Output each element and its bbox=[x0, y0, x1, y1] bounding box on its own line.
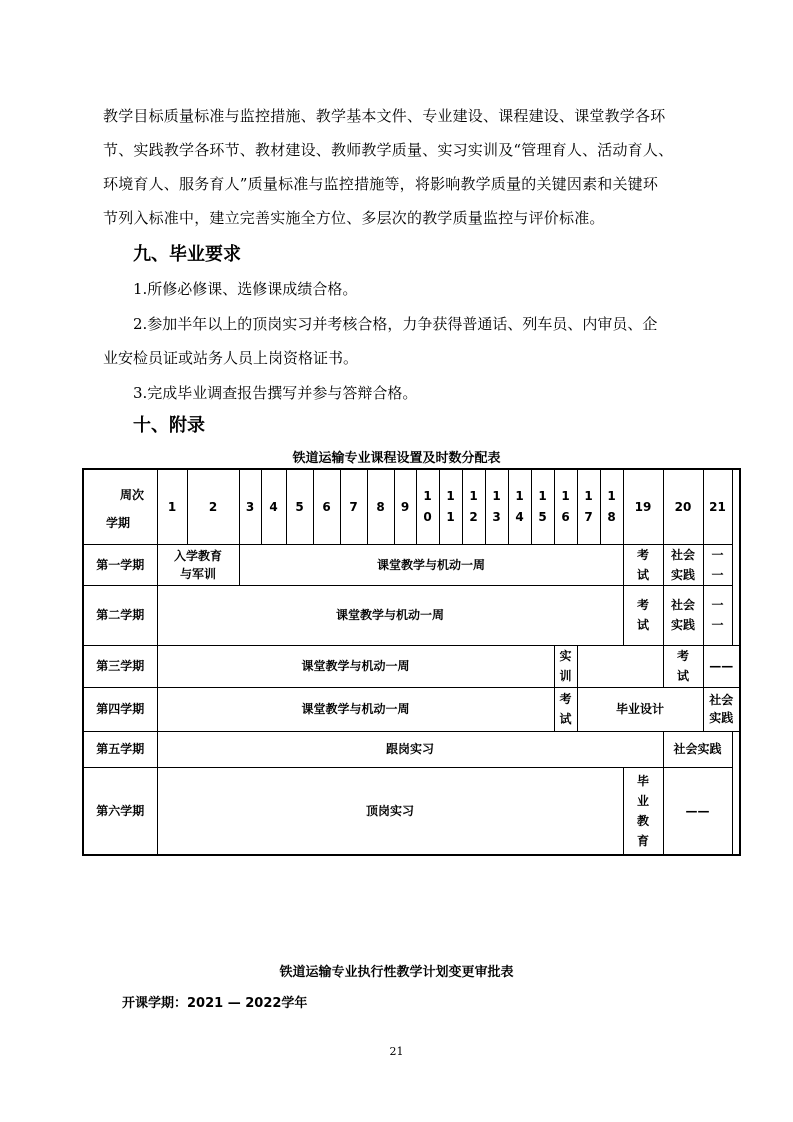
week-number bbox=[416, 469, 439, 544]
term-label: 第四学期 bbox=[83, 687, 157, 731]
requirement-item-1: 1.所修必修课、选修课成绩合格。 bbox=[133, 280, 358, 298]
week-digit: 1 bbox=[561, 488, 570, 503]
corner-term-label: 学期 bbox=[106, 515, 131, 530]
week-number: 20 bbox=[663, 469, 703, 544]
table-caption-approval: 铁道运输专业执行性教学计划变更审批表 bbox=[279, 965, 514, 980]
week-number: 21 bbox=[703, 469, 732, 544]
dash-char: 一 bbox=[711, 567, 724, 582]
section-heading-appendix: 十、附录 bbox=[133, 415, 205, 436]
internship-cell: 顶岗实习 bbox=[157, 767, 623, 855]
week-digit: 8 bbox=[607, 509, 616, 524]
exam-char: 考 bbox=[676, 649, 689, 663]
course-semester-line: 开课学期：2021 — 2022学年 bbox=[122, 996, 308, 1011]
week-number: 4 bbox=[261, 469, 286, 544]
section-heading-graduation: 九、毕业要求 bbox=[133, 244, 241, 265]
requirement-item-2-line-2: 业安检员证或站务人员上岗资格证书。 bbox=[103, 349, 359, 367]
exam-char: 考 bbox=[559, 692, 572, 706]
schedule-table bbox=[82, 468, 741, 856]
week-number: 7 bbox=[340, 469, 367, 544]
week-digit: 1 bbox=[584, 488, 593, 503]
training-char: 实 bbox=[559, 649, 572, 663]
week-digit: 0 bbox=[423, 509, 432, 524]
exam-char: 考 bbox=[636, 598, 649, 612]
teaching-cell: 课堂教学与机动一周 bbox=[157, 687, 554, 731]
exam-cell bbox=[623, 585, 663, 645]
internship-cell: 跟岗实习 bbox=[157, 731, 663, 767]
paragraph-line: 教学目标质量标准与监控措施、教学基本文件、专业建设、课程建设、课堂教学各环 bbox=[103, 107, 666, 125]
social-practice-line: 实践 bbox=[670, 567, 695, 582]
exam-cell bbox=[623, 544, 663, 585]
dash-cell bbox=[703, 585, 732, 645]
graduation-char: 业 bbox=[636, 793, 649, 808]
graduation-char: 教 bbox=[636, 813, 649, 828]
social-practice-cell bbox=[663, 585, 703, 645]
graduation-char: 毕 bbox=[636, 773, 649, 788]
social-practice-line: 社会 bbox=[670, 547, 695, 562]
entry-education-line: 与军训 bbox=[179, 566, 216, 581]
social-practice-line: 社会 bbox=[670, 598, 695, 612]
week-digit: 1 bbox=[515, 488, 524, 503]
term-label: 第五学期 bbox=[83, 731, 157, 767]
teaching-cell: 课堂教学与机动一周 bbox=[157, 585, 623, 645]
social-practice-cell: 社会实践 bbox=[703, 687, 740, 731]
week-digit: 1 bbox=[492, 488, 501, 503]
week-digit: 1 bbox=[423, 488, 432, 503]
week-number: 9 bbox=[394, 469, 416, 544]
week-digit: 1 bbox=[607, 488, 616, 503]
week-digit: 2 bbox=[469, 509, 478, 524]
week-number bbox=[508, 469, 531, 544]
dash-char: 一 bbox=[711, 547, 724, 562]
week-number: 5 bbox=[286, 469, 313, 544]
exam-char: 试 bbox=[636, 567, 649, 582]
exam-cell bbox=[663, 645, 703, 687]
requirement-item-3: 3.完成毕业调查报告撰写并参与答辩合格。 bbox=[133, 384, 418, 402]
term-row bbox=[83, 645, 740, 687]
week-digit: 4 bbox=[515, 509, 524, 524]
exam-char: 试 bbox=[636, 618, 649, 632]
term-row bbox=[83, 767, 740, 855]
paragraph-line: 节、实践教学各环节、教材建设、教师教学质量、实习实训及“管理育人、活动育人、 bbox=[103, 141, 674, 159]
entry-education-cell bbox=[157, 544, 239, 585]
week-digit: 6 bbox=[561, 509, 570, 524]
week-number bbox=[531, 469, 554, 544]
week-digit: 1 bbox=[446, 488, 455, 503]
week-digit: 3 bbox=[492, 509, 501, 524]
week-digit: 1 bbox=[469, 488, 478, 503]
week-digit: 7 bbox=[584, 509, 593, 524]
training-cell bbox=[554, 645, 577, 687]
dash-cell: —— bbox=[663, 767, 732, 855]
social-practice-cell bbox=[663, 544, 703, 585]
social-practice-line: 实践 bbox=[670, 618, 695, 632]
social-practice-cell: 社会实践 bbox=[663, 731, 732, 767]
dash-cell: —— bbox=[703, 645, 740, 687]
header-row bbox=[83, 469, 740, 544]
week-number bbox=[462, 469, 485, 544]
intro-paragraph bbox=[103, 99, 703, 235]
term-row bbox=[83, 687, 740, 731]
term-row bbox=[83, 585, 740, 645]
page-number: 21 bbox=[389, 1045, 404, 1058]
week-number bbox=[485, 469, 508, 544]
term-row bbox=[83, 731, 740, 767]
entry-education-line: 入学教育 bbox=[173, 548, 222, 563]
training-char: 训 bbox=[559, 669, 572, 683]
week-number bbox=[554, 469, 577, 544]
teaching-cell: 课堂教学与机动一周 bbox=[157, 645, 554, 687]
week-number: 3 bbox=[239, 469, 261, 544]
term-label: 第六学期 bbox=[83, 767, 157, 855]
exam-char: 试 bbox=[559, 712, 572, 726]
dash-char: 一 bbox=[711, 598, 724, 612]
paragraph-line: 环境育人、服务育人”质量标准与监控措施等，将影响教学质量的关键因素和关键环 bbox=[103, 175, 659, 193]
week-number bbox=[600, 469, 623, 544]
term-label: 第一学期 bbox=[83, 544, 157, 585]
week-number: 6 bbox=[313, 469, 340, 544]
paragraph-line: 节列入标准中，建立完善实施全方位、多层次的教学质量监控与评价标准。 bbox=[103, 209, 605, 227]
exam-char: 考 bbox=[636, 547, 649, 562]
week-digit: 5 bbox=[538, 509, 547, 524]
graduation-char: 育 bbox=[636, 833, 649, 848]
term-label: 第三学期 bbox=[83, 645, 157, 687]
week-number: 2 bbox=[187, 469, 239, 544]
week-number: 1 bbox=[157, 469, 187, 544]
week-number: 19 bbox=[623, 469, 663, 544]
requirement-item-2-line-1: 2.参加半年以上的顶岗实习并考核合格，力争获得普通话、列车员、内审员、企 bbox=[133, 315, 658, 333]
dash-cell bbox=[703, 544, 732, 585]
week-digit: 1 bbox=[446, 509, 455, 524]
exam-char: 试 bbox=[676, 669, 689, 683]
table-caption-schedule: 铁道运输专业课程设置及时数分配表 bbox=[292, 451, 501, 466]
graduation-design-cell: 毕业设计 bbox=[577, 687, 703, 731]
term-label: 第二学期 bbox=[83, 585, 157, 645]
teaching-cell: 课堂教学与机动一周 bbox=[239, 544, 623, 585]
corner-cell bbox=[83, 469, 157, 544]
dash-char: 一 bbox=[711, 618, 724, 632]
blank-cell bbox=[577, 645, 663, 687]
week-digit: 1 bbox=[538, 488, 547, 503]
week-number: 8 bbox=[367, 469, 394, 544]
week-number bbox=[439, 469, 462, 544]
exam-cell bbox=[554, 687, 577, 731]
week-number bbox=[577, 469, 600, 544]
corner-week-label: 周次 bbox=[120, 488, 145, 502]
graduation-education-cell bbox=[623, 767, 663, 855]
term-row bbox=[83, 544, 740, 585]
